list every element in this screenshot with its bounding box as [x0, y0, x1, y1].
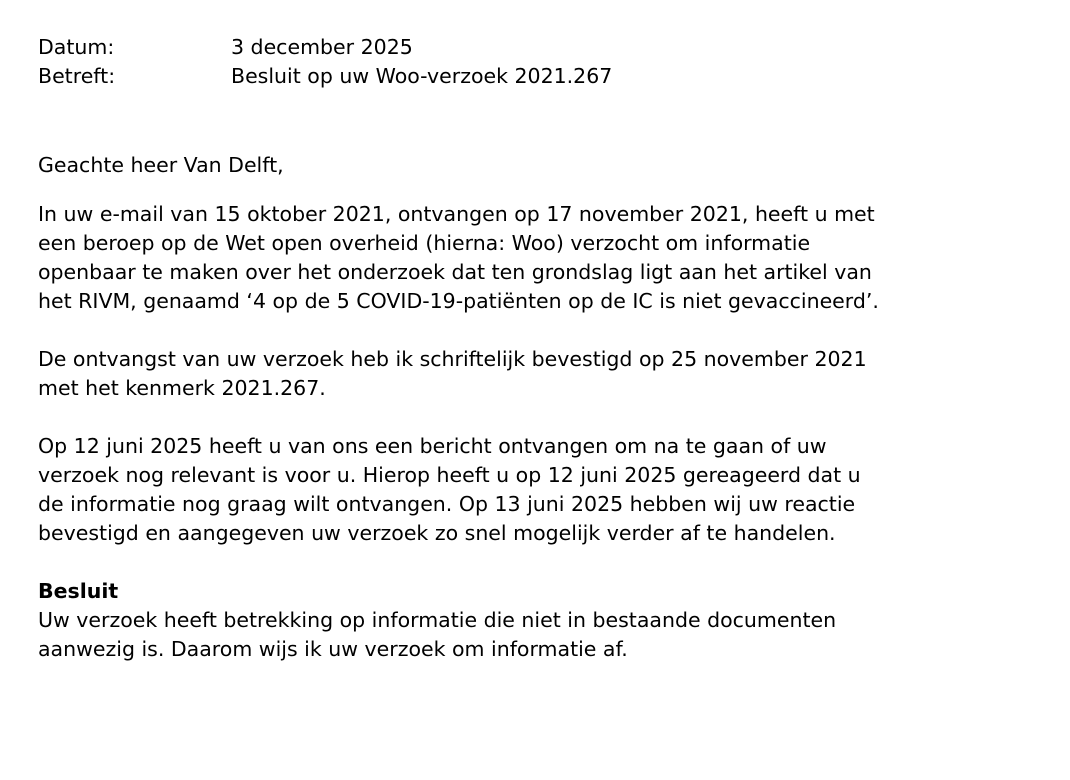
- decision-heading: Besluit: [38, 579, 119, 603]
- date-label: Datum:: [38, 35, 115, 59]
- paragraph-line: openbaar te maken over het onderzoek dat ten grondslag ligt aan het artikel van: [38, 260, 872, 284]
- letter-page: [38, 33, 1048, 664]
- paragraph-line: de informatie nog graag wilt ontvangen. Op 13 juni 2025 hebben wij uw reactie: [38, 492, 856, 516]
- paragraph-line: verzoek nog relevant is voor u. Hierop heeft u op 12 juni 2025 gereageerd dat u: [38, 463, 861, 487]
- paragraph-request: [38, 200, 1048, 316]
- paragraph-line: een beroep op de Wet open overheid (hierna: Woo) verzocht om informatie: [38, 231, 811, 255]
- subject-label: Betreft:: [38, 64, 116, 88]
- decision-paragraph: [38, 606, 1048, 664]
- salutation: Geachte heer Van Delft,: [38, 153, 284, 177]
- date-row: [38, 33, 1048, 62]
- subject-value: Besluit op uw Woo-verzoek 2021.267: [231, 64, 613, 88]
- paragraph-line: De ontvangst van uw verzoek heb ik schriftelijk bevestigd op 25 november 2021: [38, 347, 867, 371]
- paragraph-line: aanwezig is. Daarom wijs ik uw verzoek om informatie af.: [38, 637, 628, 661]
- date-value: 3 december 2025: [231, 35, 413, 59]
- paragraph-line: Uw verzoek heeft betrekking op informatie die niet in bestaande documenten: [38, 608, 837, 632]
- paragraph-line: het RIVM, genaamd ‘4 op de 5 COVID-19-patiënten op de IC is niet gevaccineerd’.: [38, 289, 879, 313]
- paragraph-line: Op 12 juni 2025 heeft u van ons een bericht ontvangen om na te gaan of uw: [38, 434, 827, 458]
- paragraph-line: In uw e-mail van 15 oktober 2021, ontvangen op 17 november 2021, heeft u met: [38, 202, 875, 226]
- letter-meta: [38, 33, 1048, 91]
- subject-row: [38, 62, 1048, 91]
- paragraph-followup: [38, 432, 1048, 548]
- paragraph-receipt: [38, 345, 1048, 403]
- paragraph-line: bevestigd en aangegeven uw verzoek zo snel mogelijk verder af te handelen.: [38, 521, 836, 545]
- paragraph-line: met het kenmerk 2021.267.: [38, 376, 326, 400]
